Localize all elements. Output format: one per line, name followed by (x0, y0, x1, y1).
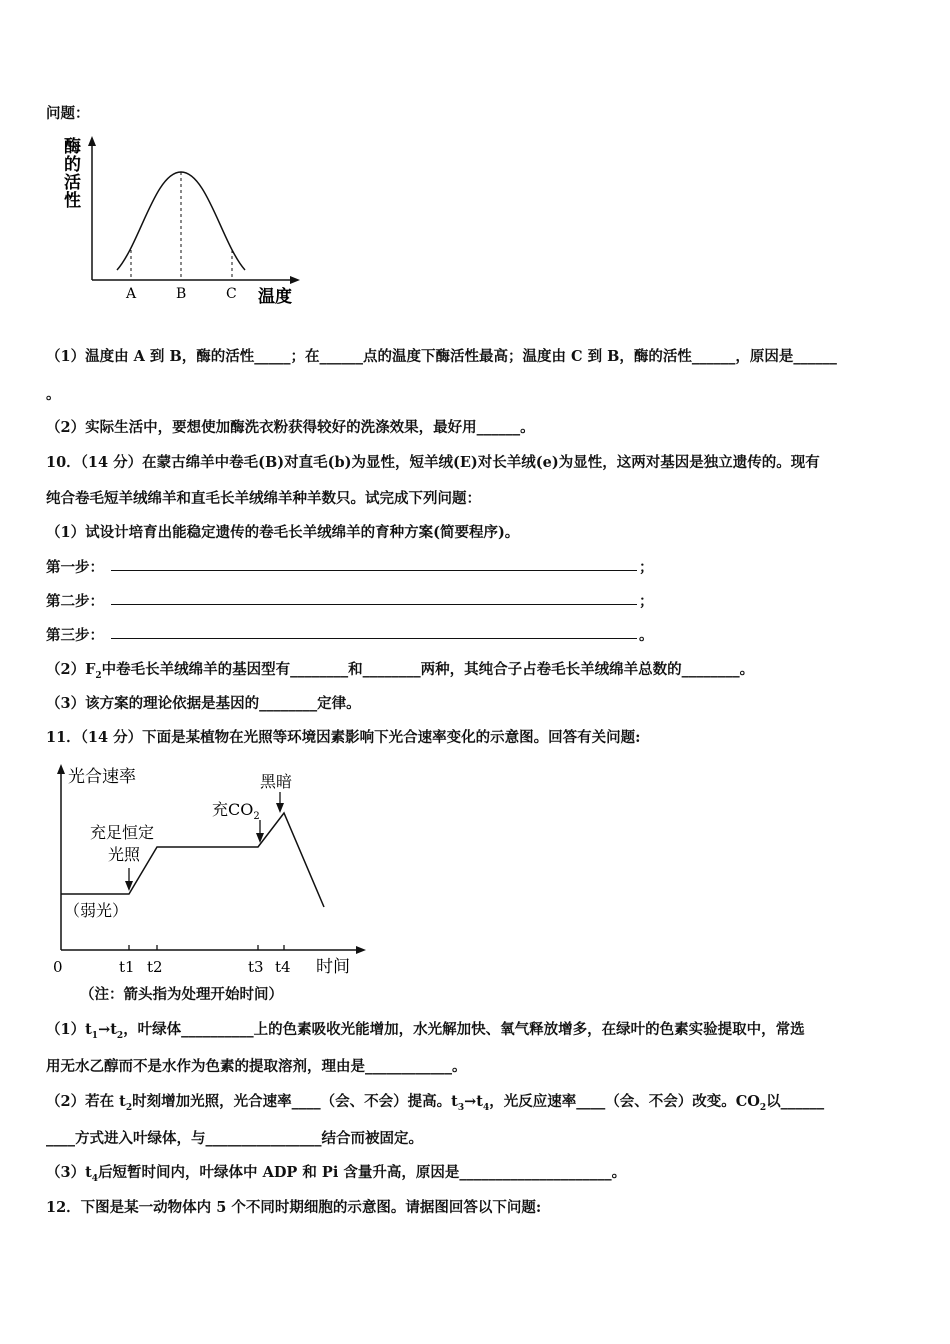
q12-line1: 12．下图是某一动物体内 5 个不同时期细胞的示意图。请据图回答以下问题: (46, 1199, 542, 1216)
q10-step2-blank (111, 604, 637, 605)
q11-line1: 11．（14 分）下面是某植物在光照等环境因素影响下光合速率变化的示意图。回答有关问题: (46, 729, 641, 746)
q9-part1-line2: 。 (46, 386, 61, 403)
fig1-tick-a: A (126, 286, 137, 302)
fig2-arrowhead-dark (276, 803, 284, 813)
q11-part1-line1: $(1)t_1\to t_2$，叶绿体__________上的色素吸收光能增加，水光解加快、氧气释放增多，在绿叶的色素实验提取中，常选 (46, 1021, 805, 1041)
fig1-ylabel-char: 的 (64, 155, 81, 175)
fig2-tick-t3: t3 (248, 958, 264, 976)
q10-step2-label: 第二步： (46, 593, 104, 610)
q10-step3-blank (111, 638, 637, 639)
fig2-ylabel: 光合速率 (68, 767, 136, 787)
fig2-y-arrow (57, 764, 65, 774)
fig2-label-light2: 光照 (108, 845, 141, 864)
q10-step3-label: 第三步： (46, 627, 104, 644)
q10-step1-end: ； (639, 559, 654, 576)
intro-text: 问题： (46, 105, 90, 122)
fig1-ylabel-char: 性 (64, 191, 81, 211)
q11-figure-note: （注：箭头指为处理开始时间） (80, 986, 283, 1003)
fig2-x-arrow (356, 946, 366, 954)
q10-line1: 10．（14 分）在蒙古绵羊中卷毛(B)对直毛(b)为显性，短羊绒(E)对长羊绒(e)为显性，这两对基因是独立遗传的。现有 (46, 454, 820, 471)
q11-part3: $(3)t_4$后短暂时间内，叶绿体中 ADP 和 Pi 含量升高，原因是_____________________。 (46, 1164, 627, 1184)
q10-part1: （1）试设计培育出能稳定遗传的卷毛长羊绒绵羊的育种方案(简要程序)。 (46, 524, 520, 541)
fig2-label-weak: （弱光） (64, 901, 129, 920)
fig2-label-dark: 黑暗 (260, 772, 293, 791)
q10-step2-end: ； (639, 593, 654, 610)
q11-part2-line2: ____方式进入叶绿体，与________________结合而被固定。 (46, 1130, 423, 1147)
q10-part3: （3）该方案的理论依据是基因的________定律。 (46, 695, 361, 712)
fig1-xlabel: 温度 (258, 287, 292, 307)
enzyme-activity-chart (60, 132, 310, 312)
fig2-label-co2: 充$CO_2$ (212, 800, 260, 822)
q10-part2: $(2)F_2$中卷毛长羊绒绵羊的基因型有________和________两种，其纯合子占卷毛长羊绒绵羊总数的________。 (46, 661, 755, 681)
fig1-tick-b: B (176, 286, 187, 302)
q10-step1-blank (111, 570, 637, 571)
fig1-ylabel-char: 活 (64, 173, 81, 193)
fig1-y-arrow (88, 136, 96, 146)
fig2-tick-t2: t2 (147, 958, 163, 976)
q10-step3-end: 。 (639, 627, 654, 644)
q9-part1-line1: （1）温度由 A 到 B，酶的活性_____；在______点的温度下酶活性最高；温度由 C 到 B，酶的活性______，原因是______ (46, 348, 837, 365)
fig2-tick-t4: t4 (275, 958, 291, 976)
q10-line2: 纯合卷毛短羊绒绵羊和直毛长羊绒绵羊种羊数只。试完成下列问题： (46, 490, 481, 507)
fig1-ylabel-char: 酶 (64, 137, 81, 157)
fig2-xlabel: 时间 (316, 957, 350, 977)
fig1-x-arrow (290, 276, 300, 284)
q11-part1-line2: 用无水乙醇而不是水作为色素的提取溶剂，理由是____________。 (46, 1058, 467, 1075)
fig2-tick-t1: t1 (119, 958, 135, 976)
q9-part2: （2）实际生活中，要想使加酶洗衣粉获得较好的洗涤效果，最好用______。 (46, 419, 535, 436)
q11-part2-line1: （2）若在 $t_2$时刻增加光照，光合速率____（会、不会）提高。$t_3\to t_4$，光反应速率____（会、不会）改变。$CO_2$以______ (46, 1093, 825, 1113)
fig2-label-light1: 充足恒定 (90, 823, 155, 842)
photosynthesis-chart (46, 760, 386, 980)
fig2-origin: 0 (53, 958, 63, 976)
q10-step1-label: 第一步： (46, 559, 104, 576)
fig1-tick-c: C (226, 286, 237, 302)
